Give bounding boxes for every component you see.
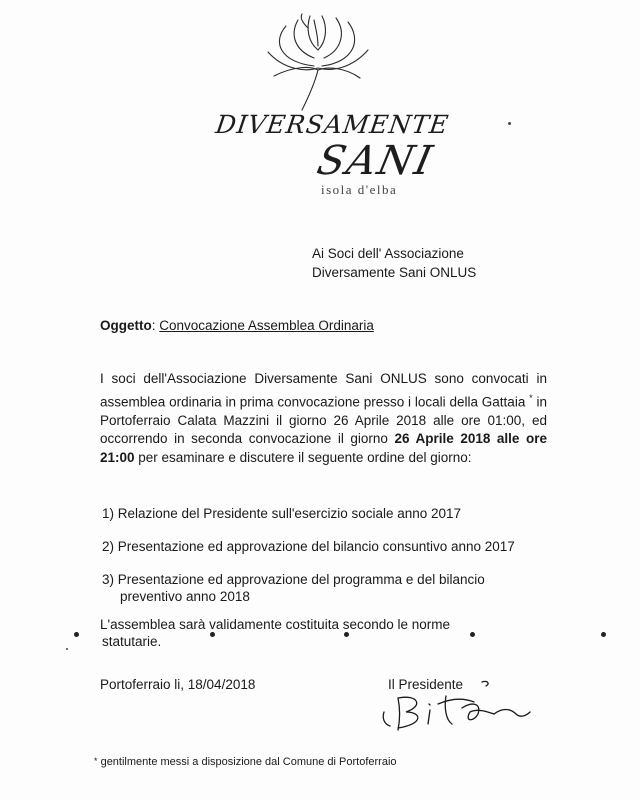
body-text-1: I soci dell'Associazione Diversamente Sani ONLUS sono convocati in assemblea ordinaria in prima convocazione presso i locali della Gattaia: [100, 371, 547, 409]
closing-line-1: L'assemblea sarà validamente costituita secondo le norme: [100, 617, 451, 632]
scan-speck: [508, 122, 511, 125]
association-logo: [210, 6, 451, 206]
recipient-line-1: Ai Soci dell' Associazione: [312, 246, 464, 261]
scan-dot: [344, 632, 349, 637]
logo-word-sani: SANI: [313, 138, 438, 184]
footnote: [94, 756, 397, 768]
recipient-line-2: Diversamente Sani ONLUS: [312, 265, 477, 280]
body-bold-date: 26 Aprile 2018 alle ore 21:00: [100, 431, 547, 465]
agenda-item-1: [102, 505, 562, 522]
scan-dots: [0, 630, 640, 642]
body-text-2: in Portoferraio Calata Mazzini il giorno 26 Aprile 2018 alle ore 01:00, ed occorrendo in seconda convocazione il giorno: [100, 394, 547, 446]
recipient-block: [312, 244, 476, 282]
subject-label: Oggetto: [100, 318, 152, 333]
scan-dot: [470, 632, 475, 637]
logo-word-diversamente: DIVERSAMENTE: [213, 110, 451, 139]
agenda-item-1-text: 1) Relazione del Presidente sull'esercizio sociale anno 2017: [102, 506, 462, 521]
president-title: Il Presidente: [388, 677, 464, 692]
scan-speck: [66, 648, 68, 650]
agenda-item-3: [102, 571, 562, 605]
agenda-item-3-continuation: preventivo anno 2018: [120, 589, 250, 604]
body-text-3: per esaminare e discutere il seguente ordine del giorno:: [134, 449, 472, 465]
logo-subtitle: isola d'elba: [321, 182, 398, 197]
footnote-mark: *: [94, 756, 98, 766]
subject-line: [100, 318, 374, 333]
body-footnote-mark: *: [529, 392, 533, 403]
signature-icon: [378, 668, 568, 738]
place-date: Portoferraio li, 18/04/2018: [100, 677, 256, 692]
agenda-item-3-text: 3) Presentazione ed approvazione del programma e del bilancio: [102, 572, 485, 587]
closing-line-2: statutarie.: [102, 634, 162, 649]
subject-value: Convocazione Assemblea Ordinaria: [159, 318, 374, 333]
agenda-item-2-text: 2) Presentazione ed approvazione del bilancio consuntivo anno 2017: [102, 539, 515, 554]
scan-dot: [601, 632, 606, 637]
agenda-item-2: [102, 538, 562, 555]
subject-separator: :: [151, 318, 160, 333]
scan-dot: [74, 632, 79, 637]
footnote-text: gentilmente messi a disposizione dal Comune di Portoferraio: [97, 756, 397, 768]
scan-dot: [210, 632, 215, 637]
body-paragraph: [100, 370, 547, 467]
